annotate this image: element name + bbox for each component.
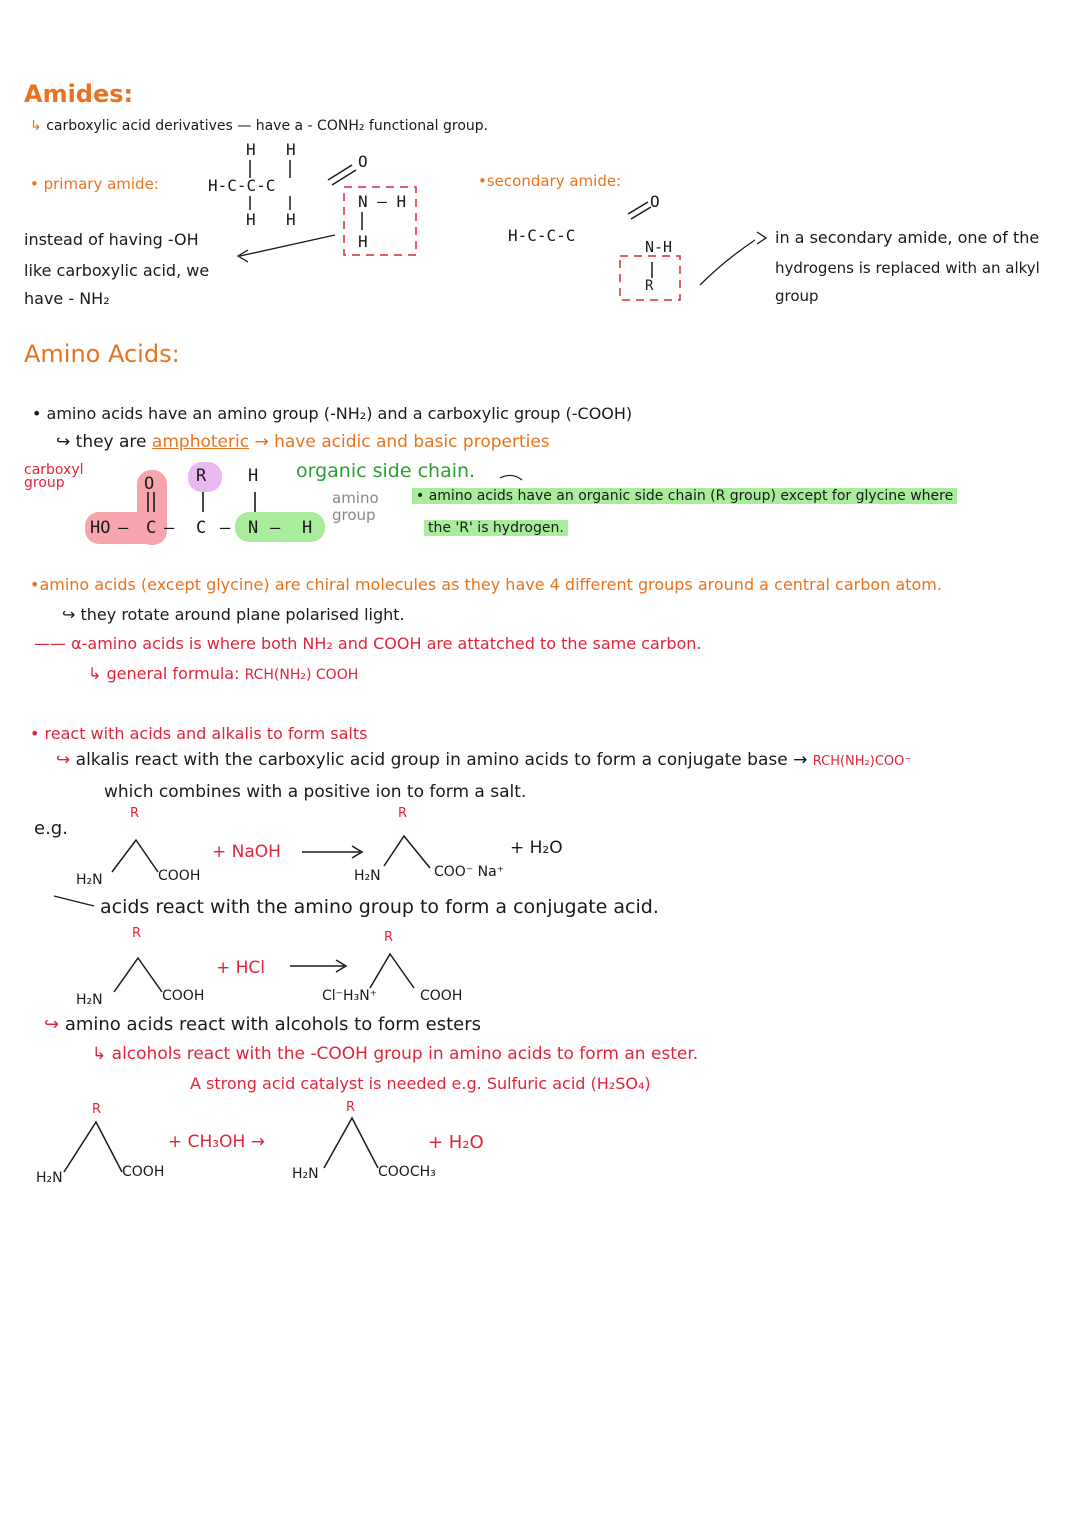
atom-h2: H <box>302 518 313 538</box>
atom-c1: C <box>146 518 157 538</box>
side-chain-note-1-text: • amino acids have an organic side chain (R group) except for glycine where <box>412 488 957 504</box>
amino-acids-heading: Amino Acids: <box>24 340 180 368</box>
primary-amide-label: • primary amide: <box>30 175 159 193</box>
r3-h2o: + H₂O <box>428 1132 484 1153</box>
reactions-heading: • react with acids and alkalis to form salts <box>30 724 368 743</box>
atom-n: N <box>248 518 259 538</box>
r2-cooh: COOH <box>162 988 205 1004</box>
alpha-formula: RCH(NH₂) COOH <box>244 667 359 683</box>
ester-line-1 <box>44 1014 481 1035</box>
arrow-icon: ↪ <box>44 1014 60 1035</box>
r3p-h2n: H₂N <box>292 1166 319 1182</box>
atom-r: R <box>196 466 207 486</box>
bond-2: — <box>164 518 175 538</box>
secondary-note-3: group <box>775 287 819 305</box>
amide-n-h: N — H <box>358 192 407 211</box>
atom-h: H <box>358 232 368 251</box>
r2p-cooh: COOH <box>420 988 463 1004</box>
atom-ho: HO <box>90 518 111 538</box>
secondary-r: R <box>645 278 654 294</box>
secondary-note-2: hydrogens is replaced with an alkyl <box>775 259 1040 277</box>
amphoteric-prefix: they are <box>75 432 147 452</box>
bond-4: — <box>270 518 281 538</box>
bond-3: — <box>220 518 231 538</box>
acids-line: acids react with the amino group to form a conjugate acid. <box>100 896 659 918</box>
r2-hcl: + HCl <box>216 958 266 978</box>
r3-cooh: COOH <box>122 1164 165 1180</box>
r1-cooh: COOH <box>158 868 201 884</box>
r1p-h2n: H₂N <box>354 868 381 884</box>
atom-h: H <box>286 210 296 229</box>
side-chain-note-2-text: the 'R' is hydrogen. <box>424 520 568 536</box>
r3-h2n: H₂N <box>36 1170 63 1186</box>
ester-line-3: A strong acid catalyst is needed e.g. Sulfuric acid (H₂SO₄) <box>190 1074 651 1093</box>
atom-h: H <box>246 210 256 229</box>
amphoteric-word: amphoteric <box>151 432 250 452</box>
arrow-icon: ↪ <box>56 750 71 770</box>
primary-note-2: like carboxylic acid, we <box>24 261 210 280</box>
eg-label: e.g. <box>34 818 68 839</box>
chain-text: H-C-C-C <box>208 176 276 195</box>
r1-h2n: H₂N <box>76 872 103 888</box>
primary-note-3: have - NH₂ <box>24 289 110 308</box>
bond-1: — <box>118 518 129 538</box>
atom-h: H <box>248 466 259 486</box>
arrow-icon: ↳ <box>88 664 102 683</box>
r3p-r: R <box>346 1100 356 1115</box>
r1p-coona: COO⁻ Na⁺ <box>434 864 505 880</box>
amides-heading: Amides: <box>24 80 134 108</box>
r1-h2o: + H₂O <box>510 838 563 858</box>
chiral-line-1: •amino acids (except glycine) are chiral molecules as they have 4 different groups around a central carbon atom. <box>30 575 942 594</box>
r2p-r: R <box>384 930 394 945</box>
r3-r: R <box>92 1102 102 1117</box>
dash-icon: —— <box>34 634 66 653</box>
atom-o: O <box>358 152 368 171</box>
carboxyl-label-2: group <box>24 475 65 491</box>
ester-line-1-text: amino acids react with alcohols to form esters <box>64 1014 481 1035</box>
amides-intro-text: carboxylic acid derivatives — have a - CONH₂ functional group. <box>46 118 489 134</box>
atom-c2: C <box>196 518 207 538</box>
arrow-icon: ↳ <box>30 118 42 134</box>
atom-o: O <box>144 474 155 494</box>
secondary-amide-label: •secondary amide: <box>478 172 622 190</box>
ester-line-2-text: alcohols react with the -COOH group in amino acids to form an ester. <box>111 1044 699 1064</box>
r1-naoh: + NaOH <box>212 842 281 862</box>
alkali-line-1-text: alkalis react with the carboxylic acid group in amino acids to form a conjugate base → <box>75 750 808 770</box>
alpha-line-1-text: α-amino acids is where both NH₂ and COOH are attatched to the same carbon. <box>71 634 702 653</box>
r3p-cooch3: COOCH₃ <box>378 1164 436 1180</box>
amphoteric-suffix: → have acidic and basic properties <box>254 432 550 452</box>
amino-label-1: amino <box>332 489 379 507</box>
secondary-nh: N-H <box>645 238 673 256</box>
r1-r: R <box>130 806 140 821</box>
secondary-chain: H-C-C-C <box>508 226 576 245</box>
chiral-line-2-text: they rotate around plane polarised light. <box>80 605 405 624</box>
r2-h2n: H₂N <box>76 992 103 1008</box>
carboxyl-label-1: carboxyl <box>24 462 84 478</box>
amino-label-2: group <box>332 506 376 524</box>
r3-ch3oh: + CH₃OH → <box>168 1132 265 1152</box>
arrow-icon: ↳ <box>92 1044 107 1064</box>
alpha-line-2-text: general formula: <box>106 664 240 683</box>
atom-h: H <box>286 140 296 159</box>
ester-line-2 <box>92 1044 698 1064</box>
r2-r: R <box>132 926 142 941</box>
arrow-icon: ↪ <box>56 432 71 452</box>
atom-h: H <box>246 140 256 159</box>
amino-point-1: • amino acids have an amino group (-NH₂) and a carboxylic group (-COOH) <box>32 404 633 423</box>
r1p-r: R <box>398 806 408 821</box>
side-chain-label: organic side chain. <box>296 460 476 482</box>
alkali-formula: RCH(NH₂)COO⁻ <box>812 754 912 769</box>
alkali-line-2: which combines with a positive ion to form a salt. <box>104 782 527 802</box>
r2p-clh3n: Cl⁻H₃N⁺ <box>322 988 378 1004</box>
secondary-note-1: in a secondary amide, one of the <box>775 228 1040 247</box>
arrow-icon: ↪ <box>62 605 76 624</box>
secondary-o: O <box>650 192 660 211</box>
primary-note-1: instead of having -OH <box>24 230 199 249</box>
